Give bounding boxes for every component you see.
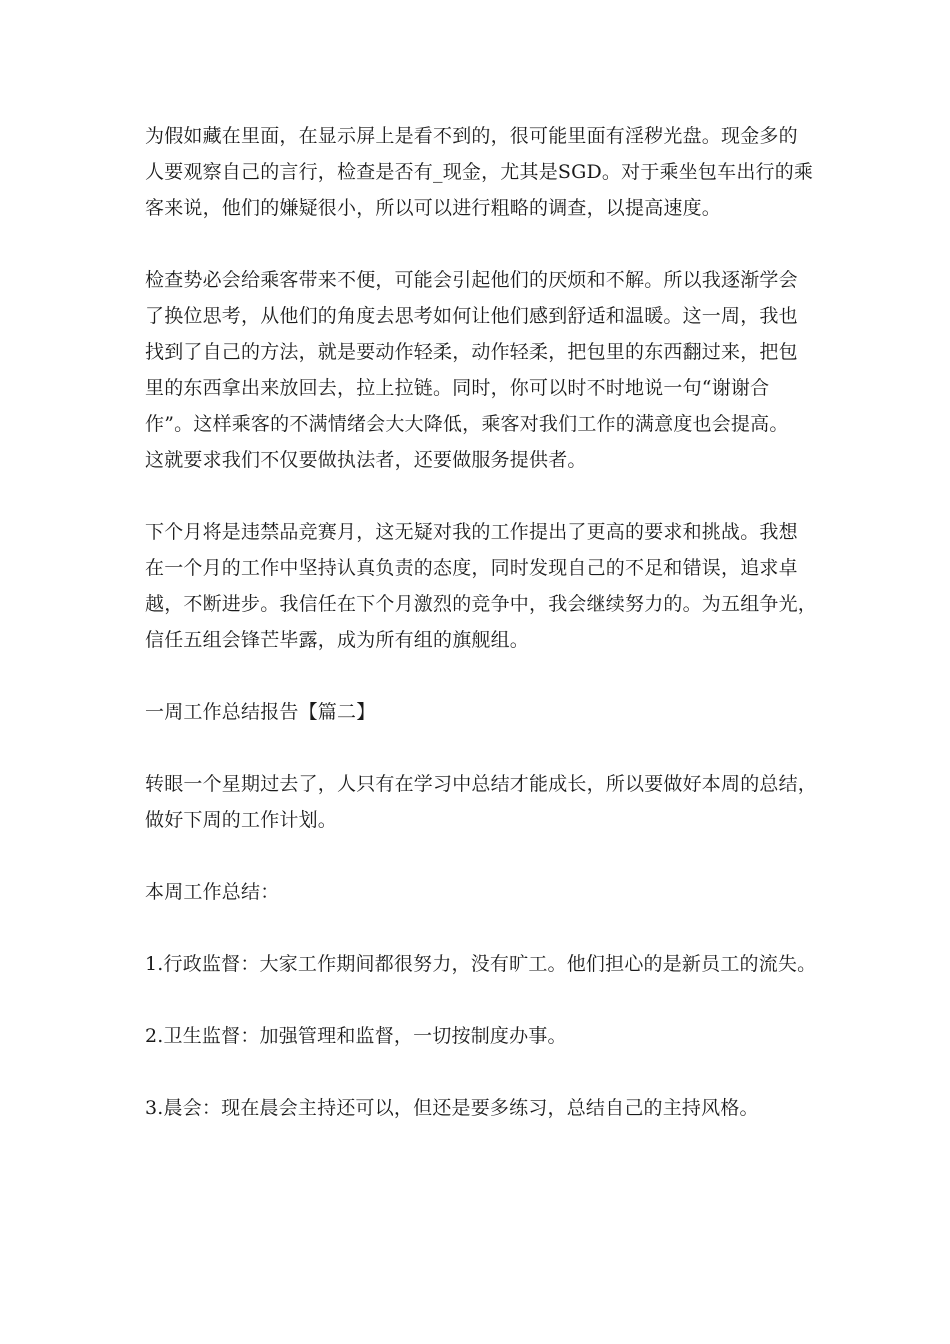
paragraph-5-line-2: 做好下周的工作计划。 <box>145 809 338 831</box>
section-heading: 一周工作总结报告【篇二】 <box>145 701 376 723</box>
paragraph-2-line-2: 了换位思考，从他们的角度去思考如何让他们感到舒适和温暖。这一周，我也 <box>145 305 798 327</box>
paragraph-1-line-2: 人要观察自己的言行，检查是否有_现金，尤其是SGD。对于乘坐包车出行的乘 <box>145 161 814 183</box>
list-item-3: 3.晨会：现在晨会主持还可以，但还是要多练习，总结自己的主持风格。 <box>145 1097 759 1119</box>
paragraph-2-line-4: 里的东西拿出来放回去，拉上拉链。同时，你可以时不时地说一句“谢谢合 <box>145 377 770 399</box>
paragraph-1-line-3: 客来说，他们的嫌疑很小，所以可以进行粗略的调查，以提高速度。 <box>145 197 722 219</box>
paragraph-3-line-2: 在一个月的工作中坚持认真负责的态度，同时发现自己的不足和错误，追求卓 <box>145 557 798 579</box>
paragraph-1-line-1: 为假如藏在里面，在显示屏上是看不到的，很可能里面有淫秽光盘。现金多的 <box>145 125 798 147</box>
paragraph-3-line-3: 越，不断进步。我信任在下个月激烈的竞争中，我会继续努力的。为五组争光， <box>145 593 818 615</box>
paragraph-3-line-4: 信任五组会锋芒毕露，成为所有组的旗舰组。 <box>145 629 530 651</box>
paragraph-2-line-6: 这就要求我们不仅要做执法者，还要做服务提供者。 <box>145 449 587 471</box>
paragraph-3-line-1: 下个月将是违禁品竞赛月，这无疑对我的工作提出了更高的要求和挑战。我想 <box>145 521 798 543</box>
weekly-summary-label: 本周工作总结： <box>145 881 280 903</box>
paragraph-5-line-1: 转眼一个星期过去了，人只有在学习中总结才能成长，所以要做好本周的总结， <box>145 773 818 795</box>
paragraph-2-line-1: 检查势必会给乘客带来不便，可能会引起他们的厌烦和不解。所以我逐渐学会 <box>145 269 798 291</box>
paragraph-2-line-5: 作”。这样乘客的不满情绪会大大降低，乘客对我们工作的满意度也会提高。 <box>145 413 789 435</box>
list-item-1: 1.行政监督：大家工作期间都很努力，没有旷工。他们担心的是新员工的流失。 <box>145 953 817 975</box>
paragraph-2-line-3: 找到了自己的方法，就是要动作轻柔，动作轻柔，把包里的东西翻过来，把包 <box>145 341 798 363</box>
list-item-2: 2.卫生监督：加强管理和监督，一切按制度办事。 <box>145 1025 567 1047</box>
